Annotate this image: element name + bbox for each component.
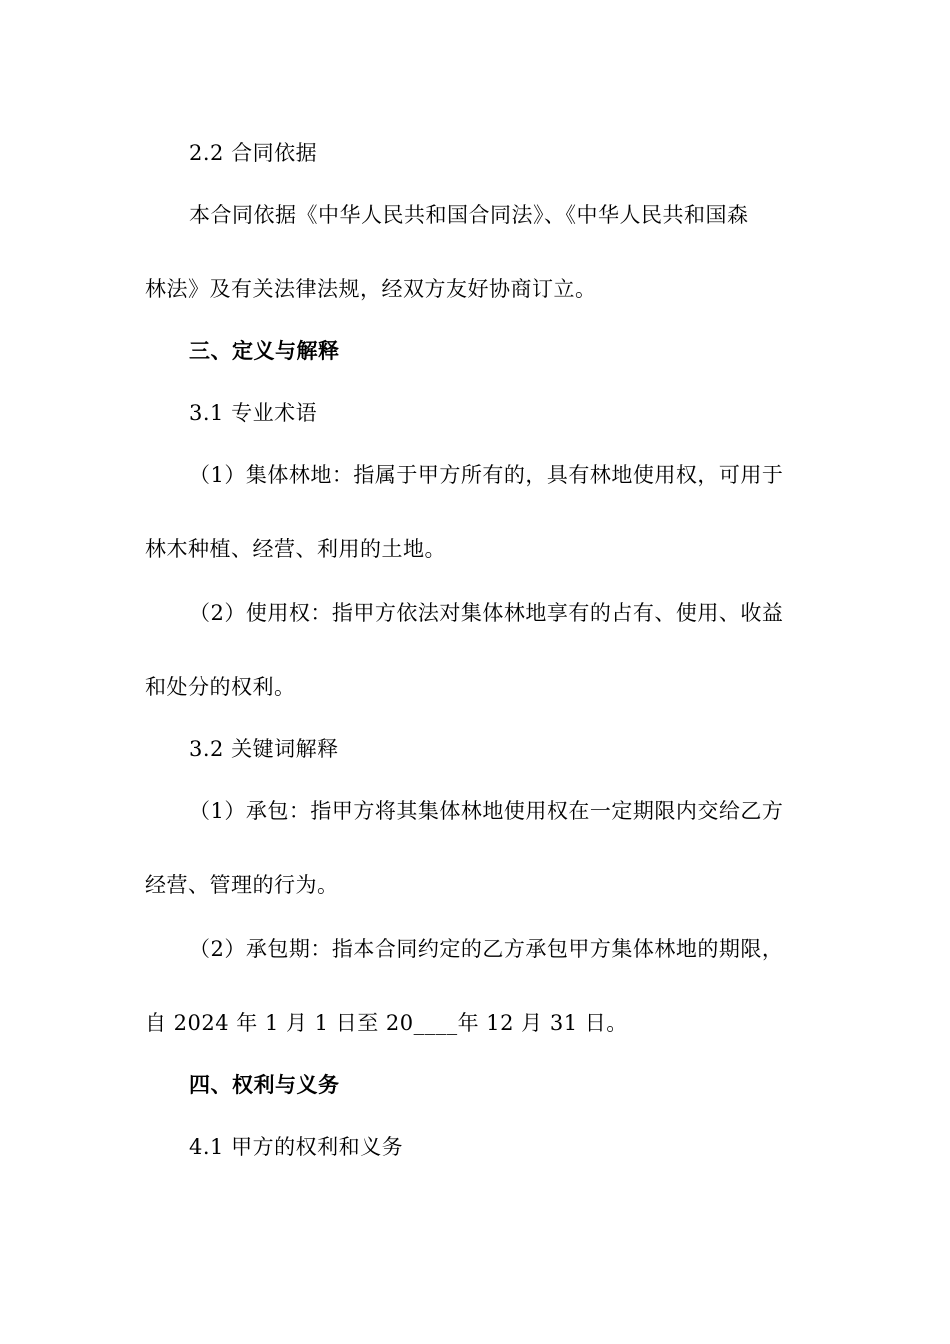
section-3-1-heading: 3.1 专业术语: [189, 401, 318, 425]
section-3-2-heading: 3.2 关键词解释: [189, 737, 339, 761]
paragraph-line: 自 2024 年 1 月 1 日至 20____年 12 月 31 日。: [145, 1011, 628, 1035]
paragraph-line: 经营、管理的行为。: [145, 873, 339, 897]
paragraph-line: （1）集体林地：指属于甲方所有的，具有林地使用权，可用于: [189, 463, 784, 487]
section-2-2-heading: 2.2 合同依据: [189, 141, 318, 165]
paragraph-line: 和处分的权利。: [145, 675, 296, 699]
paragraph-line: 林木种植、经营、利用的土地。: [145, 537, 446, 561]
section-3-heading: 三、定义与解释: [189, 338, 340, 363]
paragraph-line: （2）承包期：指本合同约定的乙方承包甲方集体林地的期限，: [189, 937, 784, 961]
paragraph-line: （1）承包：指甲方将其集体林地使用权在一定期限内交给乙方: [189, 799, 784, 823]
section-4-1-heading: 4.1 甲方的权利和义务: [189, 1135, 404, 1159]
paragraph-line: （2）使用权：指甲方依法对集体林地享有的占有、使用、收益: [189, 601, 784, 625]
paragraph-line: 本合同依据《中华人民共和国合同法》、《中华人民共和国森: [189, 203, 749, 227]
section-4-heading: 四、权利与义务: [189, 1072, 340, 1097]
paragraph-line: 林法》及有关法律法规，经双方友好协商订立。: [145, 277, 597, 301]
